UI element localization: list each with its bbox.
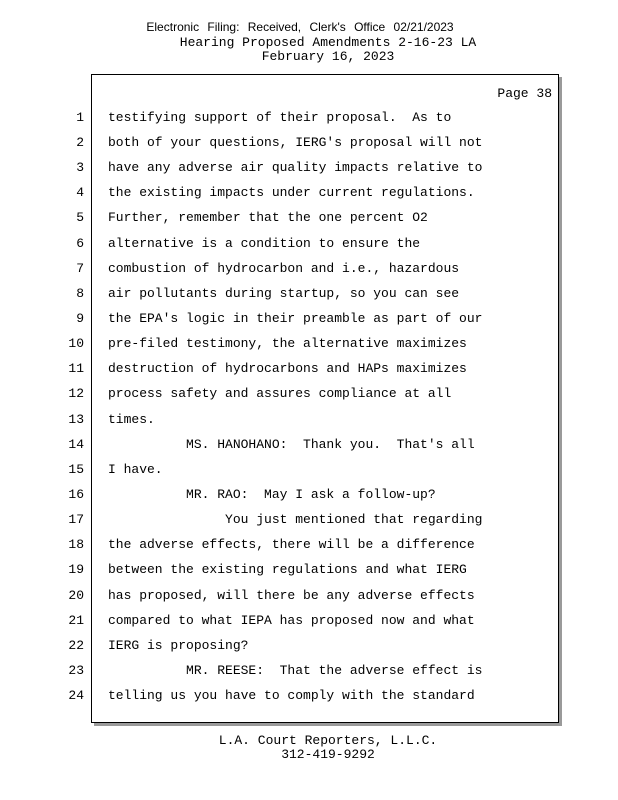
- transcript-line: the adverse effects, there will be a difference: [108, 537, 475, 552]
- line-number: 3: [76, 160, 84, 175]
- line-number: 4: [76, 185, 84, 200]
- line-number: 16: [68, 487, 84, 502]
- transcript-line: MR. REESE: That the adverse effect is: [108, 663, 483, 678]
- line-number: 1: [76, 110, 84, 125]
- line-number: 5: [76, 210, 84, 225]
- line-number: 24: [68, 688, 84, 703]
- line-number: 12: [68, 386, 84, 401]
- transcript-line: the existing impacts under current regulations.: [108, 185, 475, 200]
- reporter-company: L.A. Court Reporters, L.L.C.: [218, 733, 438, 748]
- transcript-line: both of your questions, IERG's proposal will not: [108, 135, 483, 150]
- line-number: 19: [68, 562, 84, 577]
- transcript-line: times.: [108, 412, 155, 427]
- transcript-line: testifying support of their proposal. As to: [108, 110, 452, 125]
- transcript-line: have any adverse air quality impacts relative to: [108, 160, 483, 175]
- line-number: 20: [68, 588, 84, 603]
- transcript-line: between the existing regulations and what IERG: [108, 562, 467, 577]
- transcript-line: destruction of hydrocarbons and HAPs maximizes: [108, 361, 467, 376]
- line-number: 8: [76, 286, 84, 301]
- transcript-line: IERG is proposing?: [108, 638, 249, 653]
- transcript-line: You just mentioned that regarding: [108, 512, 483, 527]
- line-number: 2: [76, 135, 84, 150]
- transcript-line: MR. RAO: May I ask a follow-up?: [108, 487, 436, 502]
- transcript-line: I have.: [108, 462, 163, 477]
- line-number: 13: [68, 412, 84, 427]
- transcript-line: Further, remember that the one percent O2: [108, 210, 428, 225]
- transcript-line: combustion of hydrocarbon and i.e., hazardous: [108, 261, 460, 276]
- line-number: 18: [68, 537, 84, 552]
- line-number: 15: [68, 462, 84, 477]
- transcript-line: has proposed, will there be any adverse effects: [108, 588, 475, 603]
- line-number: 23: [68, 663, 84, 678]
- transcript-line: telling us you have to comply with the standard: [108, 688, 475, 703]
- transcript-line: air pollutants during startup, so you can see: [108, 286, 460, 301]
- line-number: 22: [68, 638, 84, 653]
- transcript-line: MS. HANOHANO: Thank you. That's all: [108, 437, 475, 452]
- transcript-line: pre-filed testimony, the alternative maximizes: [108, 336, 467, 351]
- transcript-line: the EPA's logic in their preamble as part of our: [108, 311, 483, 326]
- transcript-line: compared to what IEPA has proposed now and what: [108, 613, 475, 628]
- page-number: Page 38: [497, 86, 552, 101]
- line-number: 7: [76, 261, 84, 276]
- line-number: 6: [76, 236, 84, 251]
- hearing-date: February 16, 2023: [261, 49, 395, 64]
- line-number: 14: [68, 437, 84, 452]
- line-number: 11: [68, 361, 84, 376]
- filing-stamp: Electronic Filing: Received, Clerk's Office 02/21/2023: [146, 20, 454, 34]
- line-number: 10: [68, 336, 84, 351]
- line-number: 9: [76, 311, 84, 326]
- transcript-line: process safety and assures compliance at all: [108, 386, 452, 401]
- reporter-phone: 312-419-9292: [281, 747, 375, 762]
- transcript-line: alternative is a condition to ensure the: [108, 236, 421, 251]
- line-number: 17: [68, 512, 84, 527]
- hearing-title: Hearing Proposed Amendments 2-16-23 LA: [179, 35, 477, 50]
- line-number: 21: [68, 613, 84, 628]
